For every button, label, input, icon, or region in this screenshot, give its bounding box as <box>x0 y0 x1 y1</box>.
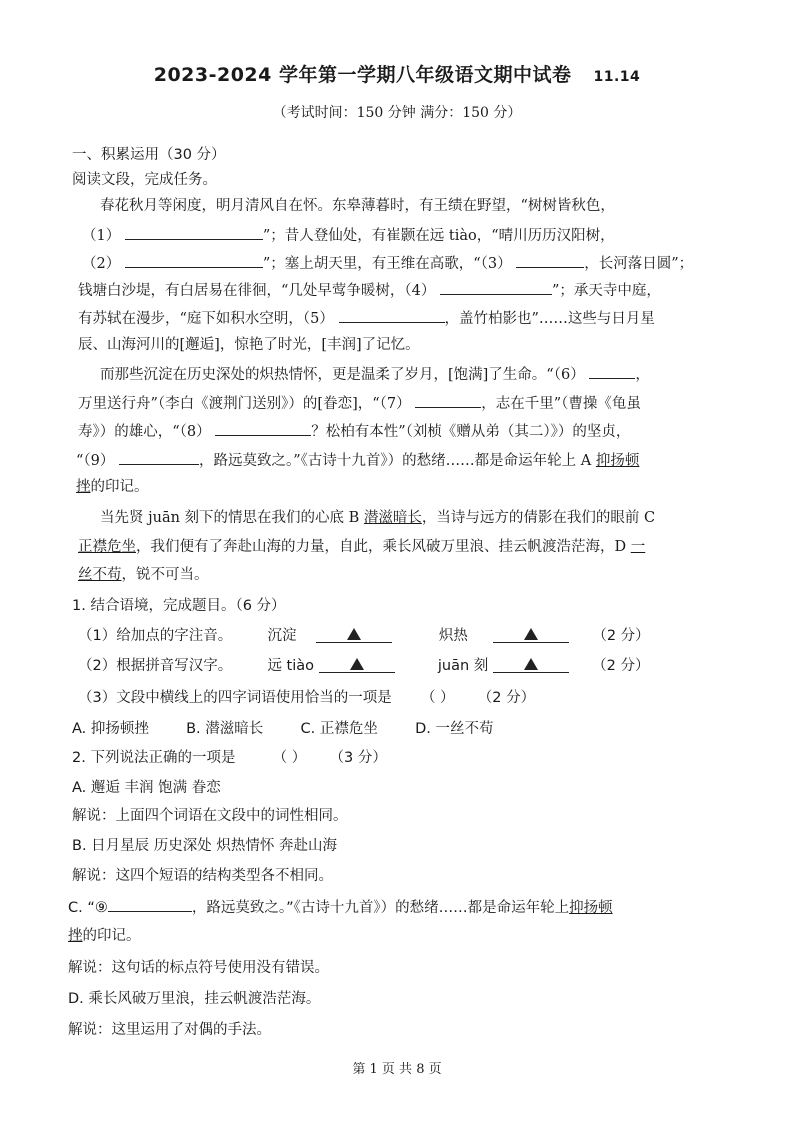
q1-part-2 <box>78 656 649 676</box>
answer-blank-5[interactable] <box>339 308 445 323</box>
passage-text: ，我们便有了奔赴山海的力量，自此，乘长风破万里浪、挂云帆渡浩茫海，D <box>136 539 631 555</box>
option-a[interactable]: A. 抑扬顿挫 <box>72 721 149 737</box>
q1-part-2-label: （2）根据拼音写汉字。 <box>78 658 233 674</box>
underlined-phrase-d: 丝不苟 <box>78 567 122 583</box>
title-text: 2023-2024 学年第一学期八年级语文期中试卷 <box>153 64 572 86</box>
q1-part-3 <box>78 688 535 708</box>
title-date: 11.14 <box>593 69 641 85</box>
passage-text: 而那些沉淀在历史深处的炽热情怀，更是温柔了岁月，[饱满]了生命。“（6） <box>100 367 585 383</box>
passage-line-9 <box>78 421 630 442</box>
q2-score: （3 分） <box>329 750 387 766</box>
triangle-marker-icon <box>350 658 364 670</box>
question-2-stem <box>72 748 387 768</box>
underlined-phrase-a: 抑扬顿 <box>595 453 640 469</box>
underlined-phrase: 抑扬顿 <box>569 900 613 916</box>
passage-text: 的印记。 <box>90 479 149 495</box>
passage-line-1: 春花秋月等闲度，明月清风自在怀。东皋薄暮时，有王绩在野望，“树树皆秋色， <box>100 198 615 214</box>
page-footer: 第 1 页 共 8 页 <box>352 1062 442 1077</box>
q2-c-text: ，路远莫致之。”《古诗十九首》）的愁绪……都是命运年轮上 <box>191 900 570 916</box>
passage-text: ，当诗与远方的倩影在我们的眼前 C <box>421 510 656 526</box>
passage-line-4 <box>78 280 661 301</box>
passage-text: ？松柏有本性”（刘桢《赠从弟（其二）》）的坚贞， <box>311 424 631 440</box>
passage-line-13 <box>78 537 645 557</box>
passage-text: 钱塘白沙堤，有白居易在徘徊，“几处早莺争暖树，（4） <box>78 283 436 299</box>
underlined-phrase-a: 挫 <box>76 479 91 495</box>
passage-line-6: 辰、山海河川的[邂逅]，惊艳了时光，[丰润]了记忆。 <box>78 337 420 353</box>
q1-part-2-score: （2 分） <box>592 658 650 674</box>
underlined-phrase-d: 一 <box>630 539 646 555</box>
answer-paren[interactable]: （ ） <box>420 690 455 706</box>
answer-field-2[interactable] <box>493 626 569 643</box>
passage-line-2 <box>82 225 615 246</box>
underlined-phrase-b: 潜滋暗长 <box>363 510 422 526</box>
passage-line-5 <box>78 308 655 329</box>
page-title <box>0 60 794 87</box>
q1-part-3-label: （3）文段中横线上的四字词语使用恰当的一项是 <box>78 690 392 706</box>
q1-part-1-label: （1）给加点的字注音。 <box>78 628 233 644</box>
question-1-stem: 1. 结合语境，完成题目。（6 分） <box>72 598 286 614</box>
answer-paren[interactable]: （ ） <box>272 750 307 766</box>
passage-text: ，志在千里”（曹操《龟虽 <box>481 396 641 412</box>
q2-option-d-explanation: 解说：这里运用了对偶的手法。 <box>68 1022 271 1038</box>
q1-word-2: 炽热 <box>438 628 468 644</box>
option-c[interactable]: C. 正襟危坐 <box>300 721 378 737</box>
exam-info: （考试时间：150 分钟 满分：150 分） <box>272 105 522 121</box>
q2-option-c-explanation: 解说：这句话的标点符号使用没有错误。 <box>68 960 329 976</box>
passage-text: 寿》）的雄心，“（8） <box>78 424 211 440</box>
q1-pinyin-1: 远 tiào <box>267 658 315 674</box>
q1-part-1-score: （2 分） <box>592 628 650 644</box>
underlined-phrase: 挫 <box>68 928 83 944</box>
answer-field-1[interactable] <box>316 626 392 643</box>
passage-line-7 <box>100 364 650 385</box>
answer-blank-7[interactable] <box>415 393 481 408</box>
answer-blank-9[interactable] <box>119 450 199 465</box>
passage-text: ， <box>635 367 650 383</box>
q2-c-text: C. “⑨ <box>68 900 108 916</box>
section-heading: 一、积累运用（30 分） <box>72 147 226 163</box>
passage-text: ”；塞上胡天里，有王维在高歌，“（3） <box>262 256 512 272</box>
passage-line-8 <box>78 393 641 414</box>
q1-part-1 <box>78 626 650 646</box>
q2-c-text: 的印记。 <box>82 928 141 944</box>
q1-options <box>72 719 493 739</box>
answer-field-4[interactable] <box>493 656 569 673</box>
passage-text: ，路远莫致之。”《古诗十九首》）的愁绪……都是命运年轮上 A <box>199 453 596 469</box>
answer-blank-3[interactable] <box>516 253 584 268</box>
q1-part-3-score: （2 分） <box>477 690 536 706</box>
underlined-phrase-c: 正襟危坐 <box>78 539 136 555</box>
passage-text: 有苏轼在漫步，“庭下如积水空明，（5） <box>78 311 334 327</box>
passage-line-10 <box>76 450 639 471</box>
answer-blank-8[interactable] <box>215 421 311 436</box>
q1-word-1: 沉淀 <box>267 628 297 644</box>
passage-line-11 <box>76 477 149 497</box>
q2-option-a-explanation: 解说：上面四个词语在文段中的词性相同。 <box>72 808 348 824</box>
passage-text: 万里送行舟”（李白《渡荆门送别》）的[眷恋]，“（7） <box>78 396 411 412</box>
answer-blank-c[interactable] <box>108 897 192 912</box>
blank-label-2: （2） <box>82 256 121 272</box>
triangle-marker-icon <box>347 628 361 640</box>
blank-label-1: （1） <box>82 228 121 244</box>
q2-option-b: B. 日月星辰 历史深处 炽热情怀 奔赴山海 <box>72 838 337 854</box>
passage-text: ”；昔人登仙处，有崔颢在远 tiào，“晴川历历汉阳树， <box>262 228 615 244</box>
answer-blank-1[interactable] <box>125 225 263 240</box>
q1-pinyin-2: juān 刻 <box>437 658 489 674</box>
passage-text: 当先贤 juān 刻下的情思在我们的心底 B <box>100 510 364 526</box>
q2-option-a: A. 邂逅 丰润 饱满 眷恋 <box>72 780 221 796</box>
q2-option-b-explanation: 解说：这四个短语的结构类型各不相同。 <box>72 868 333 884</box>
passage-text: ，盖竹柏影也”……这些与日月星 <box>444 311 655 327</box>
q2-option-c-cont <box>68 926 141 946</box>
option-b[interactable]: B. 潜滋暗长 <box>186 721 264 737</box>
passage-line-12 <box>100 508 655 528</box>
answer-blank-4[interactable] <box>440 280 552 295</box>
passage-text: ，锐不可当。 <box>121 567 209 583</box>
answer-blank-2[interactable] <box>125 253 263 268</box>
q2-option-d: D. 乘长风破万里浪，挂云帆渡浩茫海。 <box>68 991 321 1007</box>
answer-field-3[interactable] <box>319 656 395 673</box>
passage-line-14 <box>78 565 209 585</box>
triangle-marker-icon <box>524 628 538 640</box>
q2-option-c <box>68 897 613 918</box>
passage-text: ，长河落日圆”； <box>584 256 694 272</box>
answer-blank-6[interactable] <box>589 364 635 379</box>
passage-text: “（9） <box>76 453 115 469</box>
option-d[interactable]: D. 一丝不苟 <box>415 721 494 737</box>
passage-line-3 <box>82 253 693 274</box>
triangle-marker-icon <box>524 658 538 670</box>
section-instruction: 阅读文段，完成任务。 <box>72 172 217 188</box>
passage-text: ”；承天寺中庭， <box>552 283 661 299</box>
q2-stem-text: 2. 下列说法正确的一项是 <box>72 750 236 766</box>
